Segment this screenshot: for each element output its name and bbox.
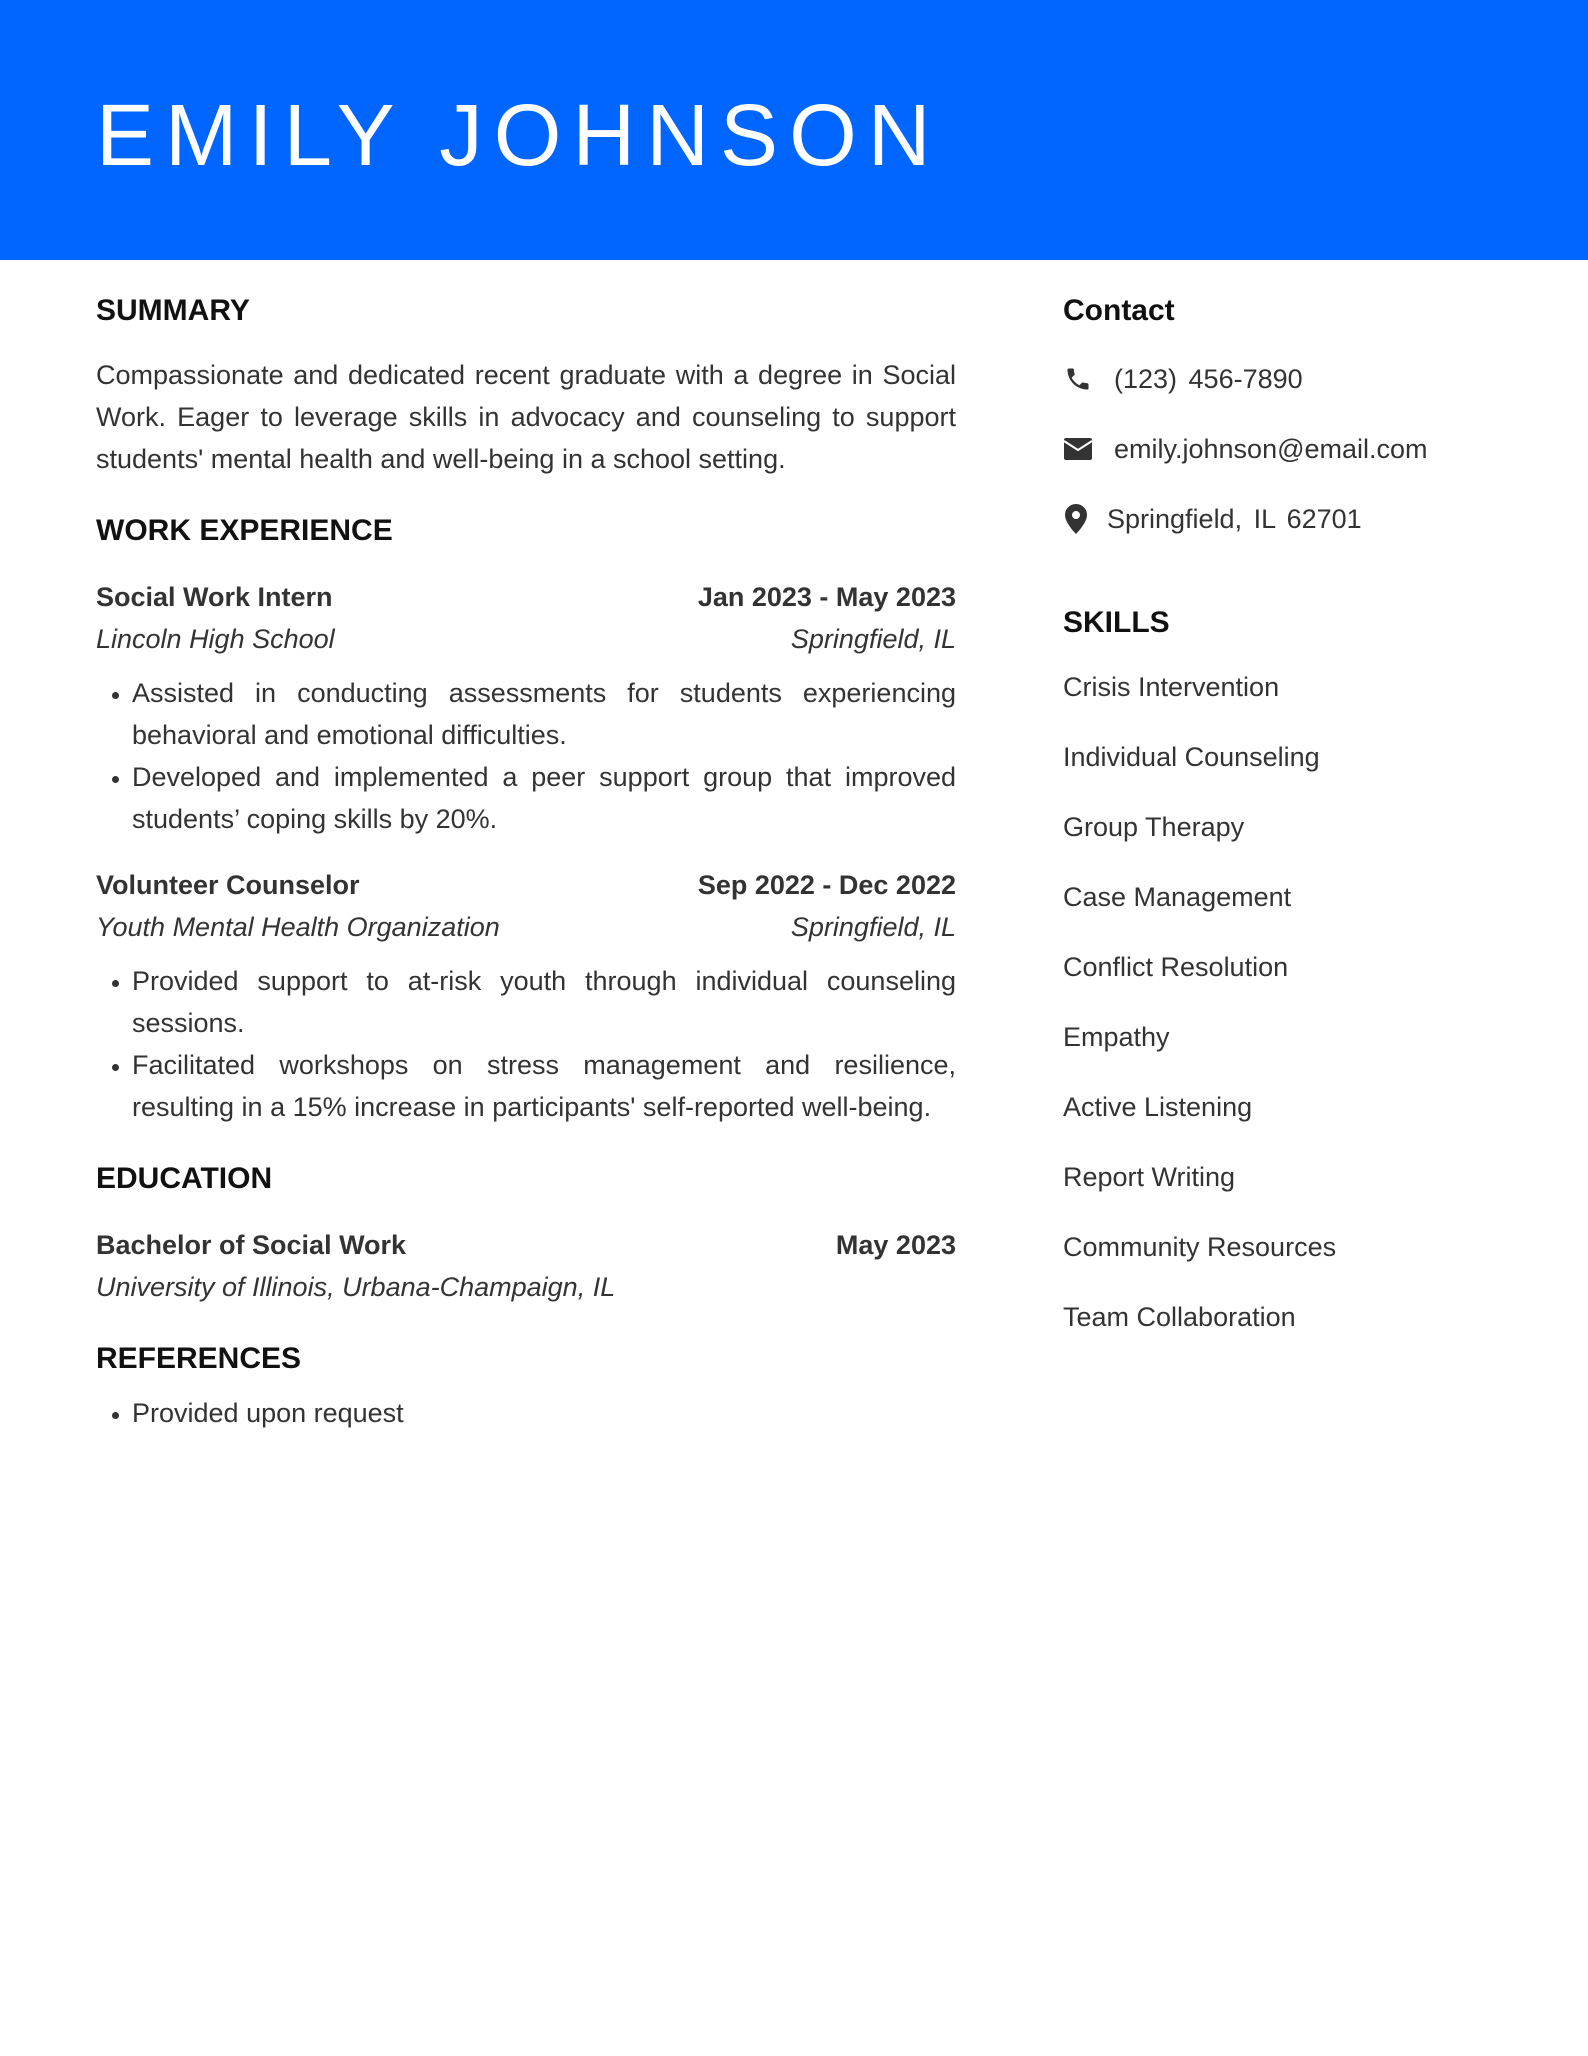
job-dates: Jan 2023 - May 2023 xyxy=(697,582,956,612)
contact-email xyxy=(1063,428,1523,470)
job-bullet: • Assisted in conducting assessments for students experiencing behavioral and emotional difficulties. xyxy=(132,672,956,756)
job-organization: Lincoln High School xyxy=(96,624,335,654)
reference-item: • Provided upon request xyxy=(132,1392,956,1434)
job-entry xyxy=(96,864,956,1128)
job-bullet: • Developed and implemented a peer support group that improved students’ coping skills by 20%. xyxy=(132,756,956,840)
contact-phone xyxy=(1063,358,1523,400)
envelope-icon xyxy=(1063,434,1093,464)
skill-item: Empathy xyxy=(1063,1022,1170,1052)
header-banner xyxy=(0,0,1588,260)
email-address: emily.johnson@email.com xyxy=(1114,434,1428,464)
summary-heading: SUMMARY xyxy=(96,294,250,327)
job-entry xyxy=(96,576,956,840)
graduation-date: May 2023 xyxy=(835,1230,956,1260)
contact-heading: Contact xyxy=(1063,294,1175,327)
skill-item: Individual Counseling xyxy=(1063,742,1320,772)
job-bullets xyxy=(96,960,956,1128)
summary-text: Compassionate and dedicated recent graduate with a degree in Social Work. Eager to leverage skills in advocacy and counseling to support students' mental health and well-being in a school setting. xyxy=(96,360,956,474)
job-dates: Sep 2022 - Dec 2022 xyxy=(697,870,956,900)
phone-icon xyxy=(1063,364,1093,394)
education-entry xyxy=(96,1224,956,1308)
skill-item: Report Writing xyxy=(1063,1162,1236,1192)
skill-item: Case Management xyxy=(1063,882,1292,912)
candidate-name: EMILY JOHNSON xyxy=(96,87,942,184)
job-role: Social Work Intern xyxy=(96,582,333,612)
job-role: Volunteer Counselor xyxy=(96,870,360,900)
work-experience-heading: WORK EXPERIENCE xyxy=(96,514,393,547)
location-text: Springfield, IL 62701 xyxy=(1107,504,1362,534)
skills-heading: SKILLS xyxy=(1063,606,1170,639)
map-pin-icon xyxy=(1063,504,1089,534)
job-bullet: • Facilitated workshops on stress management and resilience, resulting in a 15% increase in participants' self-reported well-being. xyxy=(132,1044,956,1128)
job-bullets xyxy=(96,672,956,840)
education-heading: EDUCATION xyxy=(96,1162,273,1195)
main-column xyxy=(96,290,956,1434)
skill-item: Community Resources xyxy=(1063,1232,1337,1262)
sidebar-column xyxy=(1063,290,1523,1338)
skill-item: Group Therapy xyxy=(1063,812,1245,842)
phone-number: (123) 456-7890 xyxy=(1114,364,1303,394)
contact-location xyxy=(1063,498,1523,540)
school: University of Illinois, Urbana-Champaign, IL xyxy=(96,1272,616,1302)
job-location: Springfield, IL xyxy=(790,624,956,654)
skill-item: Active Listening xyxy=(1063,1092,1253,1122)
skill-item: Crisis Intervention xyxy=(1063,672,1280,702)
skill-item: Conflict Resolution xyxy=(1063,952,1289,982)
degree: Bachelor of Social Work xyxy=(96,1230,407,1260)
references-list xyxy=(96,1392,956,1434)
job-bullet: • Provided support to at-risk youth through individual counseling sessions. xyxy=(132,960,956,1044)
job-organization: Youth Mental Health Organization xyxy=(96,912,500,942)
references-heading: REFERENCES xyxy=(96,1342,302,1375)
skill-item: Team Collaboration xyxy=(1063,1302,1296,1332)
job-location: Springfield, IL xyxy=(790,912,956,942)
